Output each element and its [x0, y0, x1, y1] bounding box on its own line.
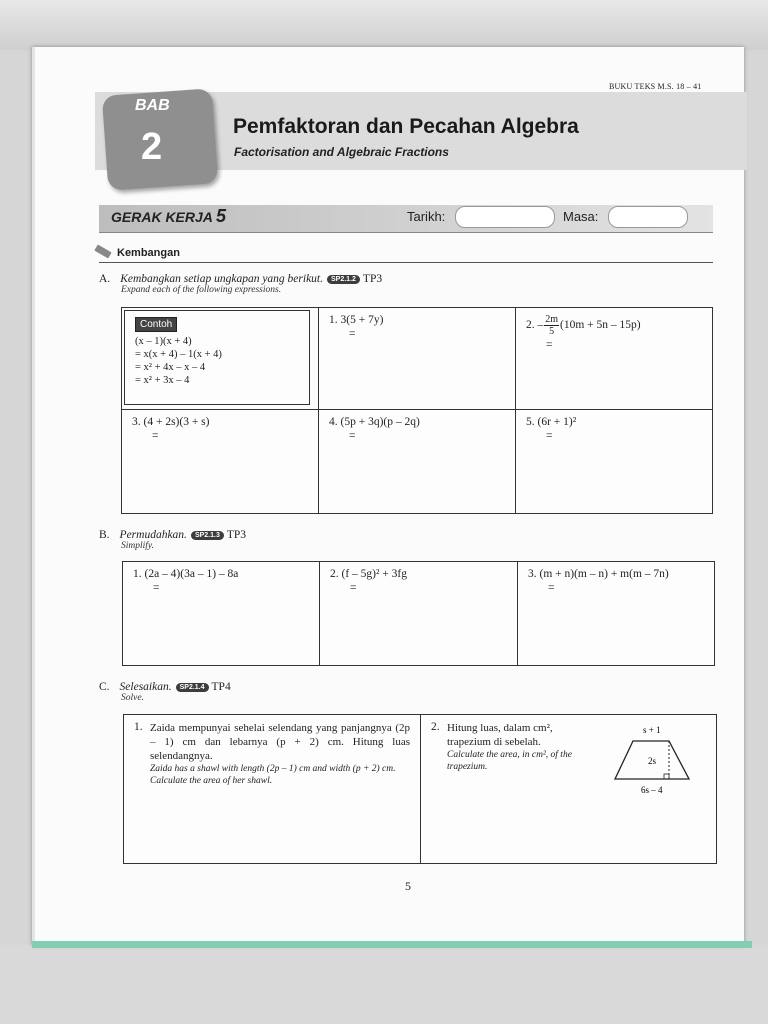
question-number: 3.: [132, 416, 141, 428]
section-a-title: Kembangkan setiap ungkapan yang berikut.: [120, 273, 323, 285]
question-number: 4.: [329, 416, 338, 428]
time-label: Masa:: [563, 209, 599, 224]
expression: (10m + 5n – 15p): [560, 319, 641, 332]
example-line-4: = x² + 3x – 4: [135, 375, 190, 386]
equals-sign: =: [153, 582, 160, 594]
section-c-subtitle: Solve.: [121, 693, 144, 703]
question-number: 2.: [526, 319, 535, 332]
page-edge-strip: [32, 941, 752, 948]
question-a3[interactable]: [121, 409, 319, 514]
section-c-title: Selesaikan.: [119, 681, 172, 693]
question-number: 1.: [133, 568, 142, 580]
equals-sign: =: [350, 582, 357, 594]
bottom-side-label: 6s – 4: [641, 785, 663, 795]
chapter-subtitle: Factorisation and Algebraic Fractions: [234, 145, 449, 159]
section-c-heading: [99, 681, 231, 703]
equals-sign: =: [548, 582, 555, 594]
chapter-title: Pemfaktoran dan Pecahan Algebra: [233, 115, 579, 138]
trapezium-diagram: [601, 719, 711, 799]
scan-background-top: [0, 0, 768, 50]
question-number: 3.: [528, 568, 537, 580]
question-c1[interactable]: [123, 714, 421, 864]
textbook-reference: BUKU TEKS M.S. 18 – 41: [609, 82, 702, 91]
question-text-english: Calculate the area, in cm², of the trapezium.: [447, 750, 572, 772]
chapter-label: BAB: [135, 97, 170, 114]
question-number: 5.: [526, 416, 535, 428]
section-c-letter: C.: [99, 681, 110, 693]
date-field[interactable]: [455, 206, 555, 228]
expression: (4 + 2s)(3 + s): [143, 416, 210, 428]
question-number: 2.: [330, 568, 339, 580]
question-text: Zaida mempunyai sehelai selendang yang panjangnya (2p – 1) cm dan lebarnya (p + 2) cm. Hitung luas selendangnya.: [150, 722, 410, 762]
expression: (2a – 4)(3a – 1) – 8a: [144, 568, 239, 580]
question-a1[interactable]: [318, 307, 516, 410]
minus-sign: –: [537, 319, 544, 332]
fraction-denominator: 5: [549, 326, 555, 337]
date-label: Tarikh:: [407, 209, 446, 224]
topic-heading: Kembangan: [95, 247, 180, 259]
question-b1[interactable]: [122, 561, 320, 666]
expression: (m + n)(m – n) + m(m – 7n): [539, 568, 669, 580]
chapter-number: 2: [141, 126, 163, 168]
equals-sign: =: [546, 430, 553, 442]
equals-sign: =: [546, 339, 553, 351]
equals-sign: =: [349, 430, 356, 442]
section-a-subtitle: Expand each of the following expressions.: [121, 285, 282, 295]
section-b-tp: TP3: [226, 529, 247, 541]
question-b2[interactable]: [319, 561, 518, 666]
question-text-english: Zaida has a shawl with length (2p – 1) cm and width (p + 2) cm. Calculate the area of her shawl.: [150, 764, 396, 786]
top-side-label: s + 1: [643, 725, 661, 735]
section-c-badge: SP2.1.4: [176, 683, 209, 692]
section-a-tp: TP3: [362, 273, 383, 285]
expression: (5p + 3q)(p – 2q): [340, 416, 420, 428]
worksheet-number: 5: [216, 206, 227, 226]
worksheet-label: GERAK KERJA: [111, 209, 213, 225]
pencil-icon: [94, 244, 111, 258]
section-a-heading: [99, 273, 382, 295]
example-tag: Contoh: [135, 317, 177, 332]
example-box: [124, 310, 310, 405]
section-a-letter: A.: [99, 273, 111, 285]
page-number: 5: [405, 879, 411, 893]
right-angle-mark: [664, 774, 669, 779]
example-line-1: (x – 1)(x + 4): [135, 336, 192, 347]
equals-sign: =: [152, 430, 159, 442]
section-b-title: Permudahkan.: [119, 529, 187, 541]
expression: (6r + 1)²: [537, 416, 577, 428]
section-c-tp: TP4: [211, 681, 231, 693]
section-b-subtitle: Simplify.: [121, 541, 154, 551]
expression: (f – 5g)² + 3fg: [341, 568, 408, 580]
height-label: 2s: [648, 756, 657, 766]
scan-background-bottom: [0, 945, 768, 1024]
question-c2[interactable]: [420, 714, 717, 864]
question-text: Hitung luas, dalam cm², trapezium di sebelah.: [447, 722, 553, 748]
question-a4[interactable]: [318, 409, 516, 514]
example-line-3: = x² + 4x – x – 4: [135, 362, 206, 373]
section-b-letter: B.: [99, 529, 110, 541]
question-number: 1.: [134, 721, 143, 733]
question-a2[interactable]: [515, 307, 713, 410]
question-number: 1.: [329, 314, 338, 326]
question-b3[interactable]: [517, 561, 715, 666]
time-field[interactable]: [608, 206, 688, 228]
question-number: 2.: [431, 721, 440, 733]
section-a-badge: SP2.1.2: [327, 275, 360, 284]
section-b-badge: SP2.1.3: [191, 531, 224, 540]
fraction: [544, 314, 559, 337]
worksheet-page: [32, 47, 744, 945]
section-b-heading: [99, 529, 246, 551]
topic-rule: [99, 262, 713, 263]
equals-sign: =: [349, 328, 356, 340]
fraction-numerator: 2m: [545, 314, 559, 325]
example-line-2: = x(x + 4) – 1(x + 4): [135, 349, 222, 360]
expression: 3(5 + 7y): [340, 314, 384, 326]
question-a5[interactable]: [515, 409, 713, 514]
